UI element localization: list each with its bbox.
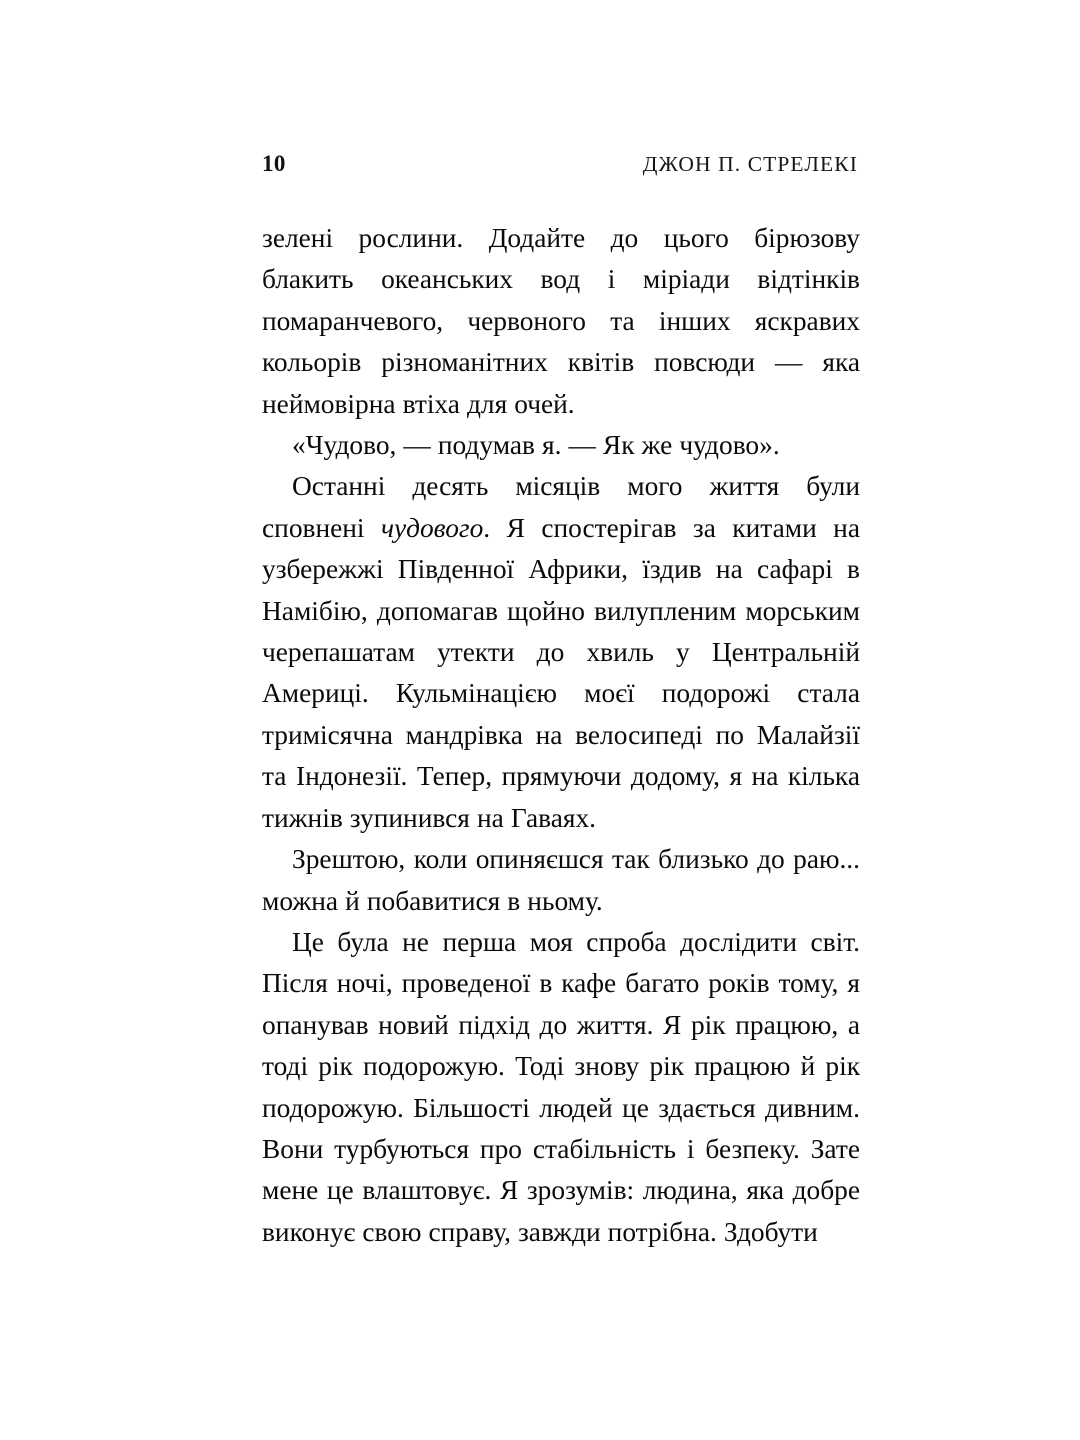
running-head-author: ДЖОН П. СТРЕЛЕКІ [642,152,858,176]
paragraph-5: Це була не перша моя спроба дослідити світ. Після ночі, проведеної в кафе багато років тому, я опанував новий підхід до життя. Я рік працюю, а тоді рік подорожую. Тоді знову рік працюю й рік подорожую. Більшості людей це здається дивним. Вони турбуються про стабільність і безпеку. Зате мене це влаштовує. Я зрозумів: людина, яка добре виконує свою справу, завжди потрібна. Здобути [262,926,860,1247]
page-number: 10 [262,151,286,176]
running-head [262,152,858,182]
paragraph-2-dialogue: «Чудово, — подумав я. — Як же чудово». [292,430,780,461]
body-text-block [262,218,860,1253]
paragraph-3-emphasis: чудового [380,512,484,543]
paragraph-3 [262,466,860,839]
paragraph-1: зелені рослини. Додайте до цього бірюзову блакить океанських вод і міріади відтінків помаранчевого, червоного та інших яскравих кольорів різноманітних квітів повсюди — яка неймовірна втіха для очей. [262,223,860,419]
paragraph-3-tail: . Я спостерігав за китами на узбережжі Південної Африки, їздив на сафарі в Намібію, допомагав щойно вилупленим морським черепашатам утекти до хвиль у Центральній Америці. Кульмінацією моєї подорожі стала тримісячна мандрівка на велосипеді по Малайзії та Індонезії. Тепер, прямуючи додому, я на кілька тижнів зупинився на Гаваях. [262,512,860,833]
paragraph-3-lead: Останні десять місяців мого життя були сповнені [262,471,860,543]
paragraph-4: Зрештою, коли опиняєшся так близько до раю... можна й побавитися в ньому. [262,844,860,916]
